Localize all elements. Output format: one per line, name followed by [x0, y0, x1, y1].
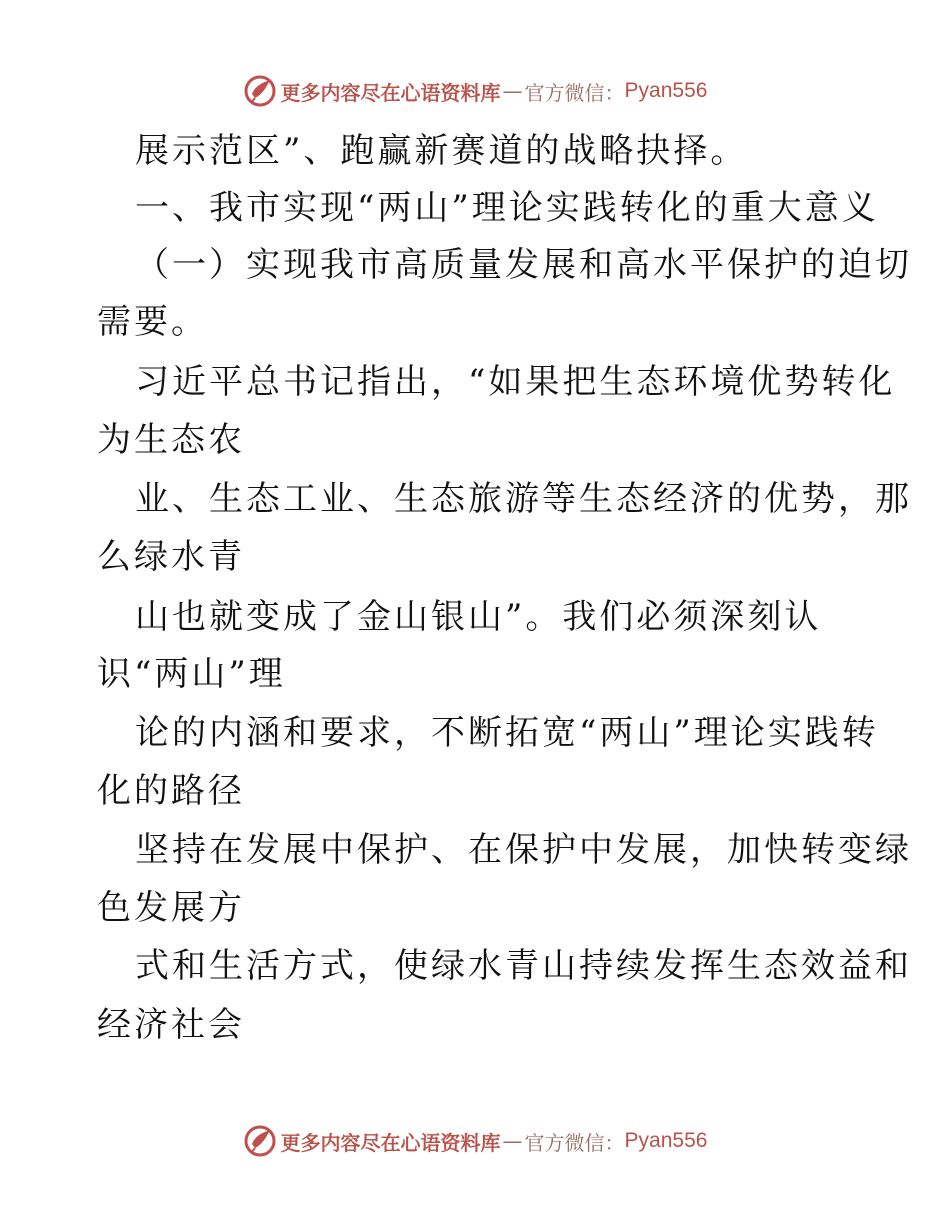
body-line: 经济社会: [97, 1005, 245, 1045]
footer-site-text: 更多内容尽在心语资料库: [280, 1130, 501, 1155]
body-line: 坚持在发展中保护、在保护中发展，加快转变绿: [135, 830, 912, 870]
header-wechat-label: 官方微信：: [524, 80, 625, 105]
body-line: 式和生活方式，使绿水青山持续发挥生态效益和: [135, 946, 912, 986]
section-heading: 一、我市实现“两山”理论实践转化的重大意义: [135, 188, 879, 228]
body-line: 需要。: [97, 302, 208, 342]
body-line: 展示范区”、跑赢新赛道的战略抉择。: [135, 131, 748, 171]
body-line: 色发展方: [97, 888, 245, 928]
body-line: 业、生态工业、生态旅游等生态经济的优势，那: [135, 479, 912, 519]
brand-logo-icon: [243, 1124, 277, 1158]
body-line: 识“两山”理: [97, 654, 286, 694]
body-line: 论的内涵和要求，不断拓宽“两山”理论实践转: [135, 713, 879, 753]
footer-wechat-label: 官方微信：: [524, 1130, 625, 1155]
body-line: 化的路径: [97, 771, 245, 811]
body-line: 习近平总书记指出，“如果把生态环境优势转化: [135, 362, 896, 402]
body-line: 为生态农: [97, 420, 245, 460]
header-site-text: 更多内容尽在心语资料库: [280, 80, 501, 105]
header-wechat-id: Pyan556: [624, 79, 708, 102]
subsection-heading: （一）实现我市高质量发展和高水平保护的迫切: [135, 245, 912, 285]
footer-dash: —: [502, 1129, 523, 1153]
footer-banner: [0, 1121, 950, 1161]
footer-wechat-id: Pyan556: [624, 1129, 708, 1152]
body-line: 么绿水青: [97, 537, 245, 577]
header-dash: —: [502, 79, 523, 103]
body-line: 山也就变成了金山银山”。我们必须深刻认: [135, 597, 822, 637]
